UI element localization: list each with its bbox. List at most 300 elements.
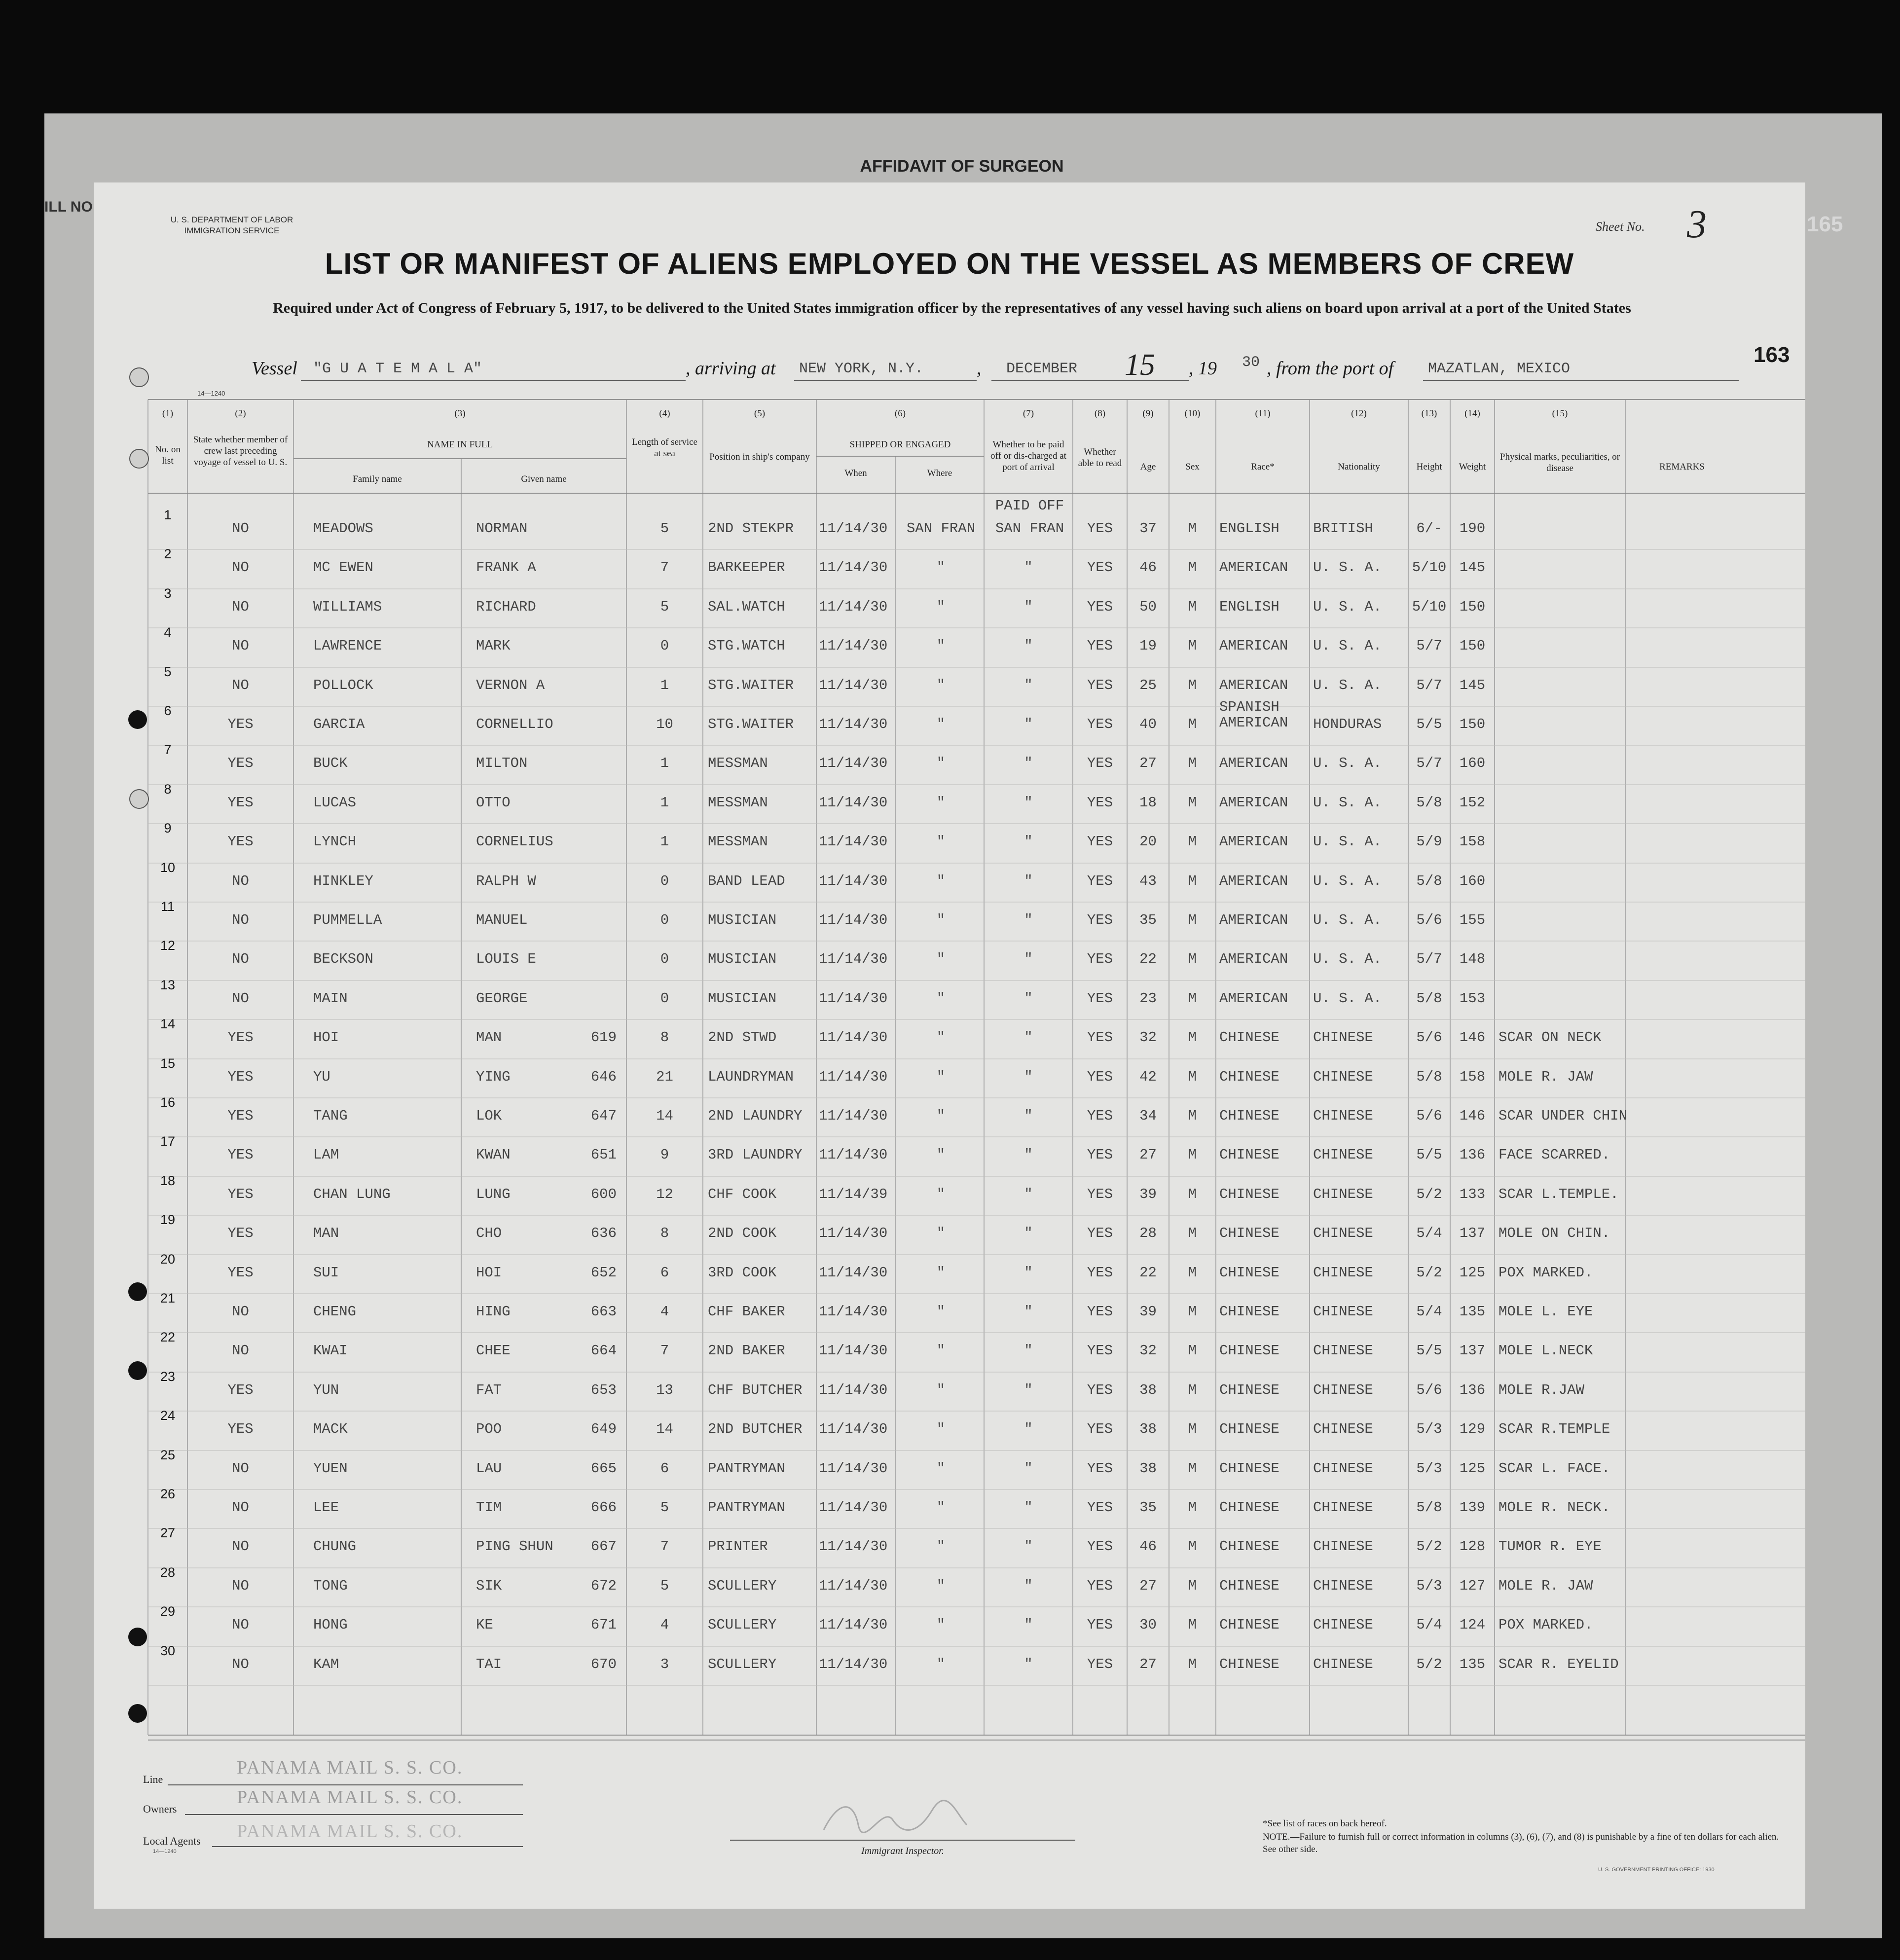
- header-weight: Weight: [1459, 462, 1486, 472]
- from-port-label: , from the port of: [1267, 358, 1394, 379]
- length-of-service: 4: [660, 1304, 669, 1320]
- family-name: CHENG: [313, 1304, 357, 1320]
- sex: M: [1188, 794, 1197, 811]
- weight: 135: [1459, 1656, 1486, 1672]
- able-to-read: YES: [1087, 638, 1113, 654]
- given-name: LAU: [476, 1460, 502, 1477]
- weight: 125: [1459, 1264, 1486, 1281]
- given-name: OTTO: [476, 794, 511, 811]
- sex: M: [1188, 1577, 1197, 1594]
- col-num-3: (3): [454, 408, 466, 419]
- row-number: 13: [160, 977, 176, 992]
- given-name: HING: [476, 1304, 511, 1320]
- height: 5/10: [1412, 598, 1447, 615]
- year-prefix: , 19: [1189, 358, 1217, 379]
- sex: M: [1188, 755, 1197, 772]
- weight: 127: [1459, 1577, 1486, 1594]
- paid-off-at-arrival: ": [1024, 951, 1033, 968]
- given-name: CORNELIUS: [476, 834, 553, 850]
- row-number: 27: [160, 1525, 176, 1541]
- shipped-where: ": [936, 559, 946, 576]
- owners-stamp: PANAMA MAIL S. S. CO.: [237, 1787, 463, 1808]
- header-sex: Sex: [1185, 462, 1200, 472]
- length-of-service: 14: [656, 1108, 673, 1124]
- nationality: CHINESE: [1313, 1421, 1373, 1438]
- table-row: [94, 742, 1805, 784]
- row-number: 19: [160, 1212, 176, 1228]
- arrival-month: DECEMBER: [1006, 361, 1078, 377]
- col-num-7: (7): [1023, 408, 1034, 419]
- age: 38: [1139, 1460, 1157, 1477]
- shipped-where: ": [936, 1304, 946, 1320]
- shipped-when: 11/14/30: [819, 990, 888, 1007]
- shipped-where: ": [936, 834, 946, 850]
- table-row: [94, 498, 1805, 549]
- family-name: SUI: [313, 1264, 339, 1281]
- given-name: FRANK A: [476, 559, 536, 576]
- shipped-when: 11/14/30: [819, 1499, 888, 1516]
- age: 38: [1139, 1421, 1157, 1438]
- penalty-note: NOTE.—Failure to furnish full or correct information in columns (3), (6), (7), and (8) is punishable by a fine of ten dollars for each alien. See other side.: [1263, 1832, 1779, 1854]
- table-row: [94, 1643, 1805, 1685]
- paid-off-at-arrival: ": [1024, 794, 1033, 811]
- height: 5/4: [1416, 1304, 1442, 1320]
- given-name: KE: [476, 1617, 493, 1633]
- age: 27: [1139, 755, 1157, 772]
- given-name: MANUEL: [476, 912, 528, 928]
- family-name: LAM: [313, 1147, 339, 1163]
- length-of-service: 0: [660, 951, 669, 968]
- col-num-12: (12): [1351, 408, 1367, 419]
- paid-off-at-arrival: ": [1024, 1029, 1033, 1046]
- back-page-number: 165: [1807, 212, 1843, 236]
- able-to-read: YES: [1087, 872, 1113, 889]
- header-no-on-list: No. on list: [155, 444, 181, 466]
- member-last-voyage: NO: [232, 1538, 249, 1555]
- able-to-read: YES: [1087, 1577, 1113, 1594]
- given-name: TIM: [476, 1499, 502, 1516]
- table-row: [94, 1525, 1805, 1567]
- shipped-when: 11/14/39: [819, 1186, 888, 1202]
- able-to-read: YES: [1087, 834, 1113, 850]
- height: 5/8: [1416, 872, 1442, 889]
- crew-id: 636: [590, 1225, 617, 1242]
- member-last-voyage: NO: [232, 1343, 249, 1359]
- shipped-when: 11/14/30: [819, 1577, 888, 1594]
- height: 5/6: [1416, 1381, 1442, 1398]
- row-number: 22: [160, 1330, 176, 1345]
- member-last-voyage: YES: [227, 1108, 254, 1124]
- age: 34: [1139, 1108, 1157, 1124]
- age: 20: [1139, 834, 1157, 850]
- given-name: PING SHUN: [476, 1538, 553, 1555]
- given-name: CHO: [476, 1225, 502, 1242]
- member-last-voyage: YES: [227, 1264, 254, 1281]
- height: 5/4: [1416, 1617, 1442, 1633]
- age: 28: [1139, 1225, 1157, 1242]
- col-num-11: (11): [1255, 408, 1271, 419]
- table-row: [94, 977, 1805, 1019]
- sex: M: [1188, 990, 1197, 1007]
- member-last-voyage: NO: [232, 1656, 249, 1672]
- race: CHINESE: [1219, 1225, 1279, 1242]
- position: PANTRYMAN: [708, 1499, 785, 1516]
- length-of-service: 14: [656, 1421, 673, 1438]
- length-of-service: 21: [656, 1068, 673, 1085]
- height: 5/8: [1416, 1499, 1442, 1516]
- member-last-voyage: NO: [232, 1577, 249, 1594]
- weight: 135: [1459, 1304, 1486, 1320]
- given-name: RICHARD: [476, 598, 536, 615]
- position: MUSICIAN: [708, 951, 777, 968]
- shipped-where: ": [936, 990, 946, 1007]
- position: MESSMAN: [708, 794, 768, 811]
- paid-off-at-arrival: ": [1024, 1343, 1033, 1359]
- given-name: SIK: [476, 1577, 502, 1594]
- col-num-1: (1): [162, 408, 174, 419]
- weight: 148: [1459, 951, 1486, 968]
- age: 38: [1139, 1381, 1157, 1398]
- paid-off-at-arrival: ": [1024, 1460, 1033, 1477]
- given-name: MILTON: [476, 755, 528, 772]
- age: 39: [1139, 1304, 1157, 1320]
- crew-id: 664: [590, 1343, 617, 1359]
- paid-off-at-arrival: ": [1024, 834, 1033, 850]
- nationality: BRITISH: [1313, 520, 1373, 537]
- weight: 139: [1459, 1499, 1486, 1516]
- paid-off-at-arrival: ": [1024, 1381, 1033, 1398]
- family-name: YU: [313, 1068, 330, 1085]
- crew-id: 670: [590, 1656, 617, 1672]
- given-name: FAT: [476, 1381, 502, 1398]
- member-last-voyage: NO: [232, 598, 249, 615]
- given-name: POO: [476, 1421, 502, 1438]
- paid-off-at-arrival: ": [1024, 1225, 1033, 1242]
- position: BAND LEAD: [708, 872, 785, 889]
- nationality: CHINESE: [1313, 1577, 1373, 1594]
- age: 27: [1139, 1656, 1157, 1672]
- row-number: 28: [160, 1564, 176, 1580]
- sex: M: [1188, 1499, 1197, 1516]
- inspector-signature: [819, 1795, 977, 1840]
- footer-agents-label: Local Agents: [143, 1835, 201, 1847]
- given-name: CHEE: [476, 1343, 511, 1359]
- length-of-service: 7: [660, 1538, 669, 1555]
- nationality: CHINESE: [1313, 1264, 1373, 1281]
- able-to-read: YES: [1087, 1108, 1113, 1124]
- inspector-signature-line: [730, 1825, 1075, 1841]
- header-name-in-full: NAME IN FULL: [427, 439, 493, 450]
- family-name: MEADOWS: [313, 520, 373, 537]
- sex: M: [1188, 834, 1197, 850]
- back-page-edge-text: ILL NO: [44, 199, 93, 215]
- height: 5/3: [1416, 1577, 1442, 1594]
- nationality: CHINESE: [1313, 1343, 1373, 1359]
- col-num-14: (14): [1464, 408, 1480, 419]
- shipped-where: ": [936, 1617, 946, 1633]
- given-name: CORNELLIO: [476, 716, 553, 732]
- crew-id: 665: [590, 1460, 617, 1477]
- family-name: YUN: [313, 1381, 339, 1398]
- line-stamp: PANAMA MAIL S. S. CO.: [237, 1757, 463, 1778]
- races-note: *See list of races on back hereof.: [1263, 1818, 1387, 1829]
- crew-table-body: [94, 182, 1805, 1741]
- from-port: MAZATLAN, MEXICO: [1428, 361, 1571, 377]
- family-name: CHAN LUNG: [313, 1186, 391, 1202]
- sex: M: [1188, 1617, 1197, 1633]
- physical-marks: SCAR ON NECK: [1498, 1029, 1602, 1046]
- shipped-when: 11/14/30: [819, 520, 888, 537]
- length-of-service: 1: [660, 794, 669, 811]
- weight: 155: [1459, 912, 1486, 928]
- shipped-when: 11/14/30: [819, 716, 888, 732]
- shipped-where: ": [936, 716, 946, 732]
- row-number: 10: [160, 860, 176, 875]
- able-to-read: YES: [1087, 1460, 1113, 1477]
- footer-line-label: Line: [143, 1773, 163, 1785]
- given-name: LOK: [476, 1108, 502, 1124]
- family-name: TANG: [313, 1108, 348, 1124]
- col-num-6: (6): [894, 408, 906, 419]
- height: 5/8: [1416, 794, 1442, 811]
- family-name: BUCK: [313, 755, 348, 772]
- race: AMERICAN: [1219, 990, 1288, 1007]
- weight: 136: [1459, 1147, 1486, 1163]
- able-to-read: YES: [1087, 1186, 1113, 1202]
- length-of-service: 13: [656, 1381, 673, 1398]
- race: CHINESE: [1219, 1264, 1279, 1281]
- given-name: RALPH W: [476, 872, 536, 889]
- age: 50: [1139, 598, 1157, 615]
- given-name: MARK: [476, 638, 511, 654]
- given-name: LOUIS E: [476, 951, 536, 968]
- paid-off-at-arrival: ": [1024, 1264, 1033, 1281]
- arriving-label: , arriving at: [686, 358, 776, 379]
- paid-off-at-arrival: ": [1024, 1068, 1033, 1085]
- shipped-where: ": [936, 1421, 946, 1438]
- col-num-15: (15): [1552, 408, 1568, 419]
- row-number: 9: [164, 821, 172, 836]
- shipped-when: 11/14/30: [819, 1381, 888, 1398]
- weight: 145: [1459, 677, 1486, 693]
- row-number: 5: [164, 664, 172, 679]
- shipped-where: ": [936, 1577, 946, 1594]
- year-suffix: 30: [1242, 354, 1260, 371]
- shipped-where: ": [936, 1225, 946, 1242]
- header-remarks: REMARKS: [1659, 462, 1705, 472]
- table-row: [94, 781, 1805, 824]
- race: AMERICAN: [1219, 755, 1288, 772]
- member-last-voyage: NO: [232, 872, 249, 889]
- shipped-where: ": [936, 1108, 946, 1124]
- table-row: [94, 1604, 1805, 1646]
- shipped-where: ": [936, 1499, 946, 1516]
- able-to-read: YES: [1087, 794, 1113, 811]
- shipped-where: ": [936, 951, 946, 968]
- given-name: LUNG: [476, 1186, 511, 1202]
- nationality: CHINESE: [1313, 1617, 1373, 1633]
- sex: M: [1188, 1108, 1197, 1124]
- shipped-where: ": [936, 1381, 946, 1398]
- physical-marks: MOLE R. NECK.: [1498, 1499, 1610, 1516]
- able-to-read: YES: [1087, 1421, 1113, 1438]
- shipped-where: ": [936, 1343, 946, 1359]
- nationality: U. S. A.: [1313, 912, 1382, 928]
- header-position: Position in ship's company: [709, 452, 810, 462]
- crew-id: 667: [590, 1538, 617, 1555]
- shipped-where: ": [936, 1068, 946, 1085]
- given-name: NORMAN: [476, 520, 528, 537]
- paid-off-at-arrival: ": [1024, 1617, 1033, 1633]
- sex: M: [1188, 559, 1197, 576]
- nationality: HONDURAS: [1313, 716, 1382, 732]
- sex: M: [1188, 1421, 1197, 1438]
- shipped-when: 11/14/30: [819, 1304, 888, 1320]
- family-name: POLLOCK: [313, 677, 373, 693]
- shipped-where: ": [936, 1538, 946, 1555]
- physical-marks: MOLE L. EYE: [1498, 1304, 1593, 1320]
- age: 37: [1139, 520, 1157, 537]
- length-of-service: 8: [660, 1029, 669, 1046]
- able-to-read: YES: [1087, 559, 1113, 576]
- length-of-service: 1: [660, 755, 669, 772]
- able-to-read: YES: [1087, 520, 1113, 537]
- shipped-when: 11/14/30: [819, 1617, 888, 1633]
- length-of-service: 5: [660, 1499, 669, 1516]
- vessel-label: Vessel: [252, 358, 297, 379]
- position: STG.WAITER: [708, 677, 794, 693]
- paid-off-at-arrival: ": [1024, 1499, 1033, 1516]
- table-row: [94, 1291, 1805, 1333]
- position: 3RD LAUNDRY: [708, 1147, 803, 1163]
- age: 32: [1139, 1029, 1157, 1046]
- race: CHINESE: [1219, 1617, 1279, 1633]
- position: 3RD COOK: [708, 1264, 777, 1281]
- crew-id: 647: [590, 1108, 617, 1124]
- sex: M: [1188, 1029, 1197, 1046]
- able-to-read: YES: [1087, 1264, 1113, 1281]
- nationality: U. S. A.: [1313, 755, 1382, 772]
- shipped-when: 11/14/30: [819, 755, 888, 772]
- punch-hole: [128, 1282, 147, 1301]
- nationality: U. S. A.: [1313, 834, 1382, 850]
- given-name: VERNON A: [476, 677, 545, 693]
- weight: 190: [1459, 520, 1486, 537]
- shipped-when: 11/14/30: [819, 559, 888, 576]
- shipped-when: 11/14/30: [819, 1264, 888, 1281]
- header-physical-marks: Physical marks, peculiarities, or disease: [1499, 452, 1620, 473]
- punch-hole: [128, 710, 147, 729]
- row-number: 30: [160, 1643, 176, 1658]
- sex: M: [1188, 872, 1197, 889]
- table-row: [94, 1369, 1805, 1411]
- height: 5/8: [1416, 1068, 1442, 1085]
- length-of-service: 5: [660, 520, 669, 537]
- age: 39: [1139, 1186, 1157, 1202]
- physical-marks: MOLE ON CHIN.: [1498, 1225, 1610, 1242]
- age: 27: [1139, 1577, 1157, 1594]
- table-row: [94, 1095, 1805, 1137]
- shipped-where: ": [936, 912, 946, 928]
- family-name: MC EWEN: [313, 559, 373, 576]
- family-name: MAIN: [313, 990, 348, 1007]
- age: 30: [1139, 1617, 1157, 1633]
- table-row: [94, 1173, 1805, 1215]
- weight: 158: [1459, 834, 1486, 850]
- punch-hole: [129, 789, 149, 809]
- able-to-read: YES: [1087, 755, 1113, 772]
- row-number: 12: [160, 938, 176, 953]
- shipped-when: 11/14/30: [819, 951, 888, 968]
- height: 5/6: [1416, 912, 1442, 928]
- race: AMERICAN: [1219, 912, 1288, 928]
- header-family-name: Family name: [353, 474, 402, 484]
- paid-off-at-arrival: ": [1024, 716, 1033, 732]
- shipped-where: ": [936, 1147, 946, 1163]
- age: 27: [1139, 1147, 1157, 1163]
- position: STG.WAITER: [708, 716, 794, 732]
- footer-form-code: 14—1240: [153, 1849, 177, 1854]
- member-last-voyage: YES: [227, 1068, 254, 1085]
- race: SPANISH AMERICAN: [1219, 699, 1288, 731]
- row-number: 24: [160, 1408, 176, 1423]
- row-number: 14: [160, 1016, 176, 1032]
- age: 19: [1139, 638, 1157, 654]
- header-length-service: Length of service at sea: [632, 437, 697, 459]
- height: 5/8: [1416, 990, 1442, 1007]
- punch-hole: [128, 1628, 147, 1646]
- able-to-read: YES: [1087, 716, 1113, 732]
- able-to-read: YES: [1087, 1225, 1113, 1242]
- family-name: MACK: [313, 1421, 348, 1438]
- col-num-9: (9): [1142, 408, 1154, 419]
- table-row: [94, 1212, 1805, 1254]
- race: CHINESE: [1219, 1029, 1279, 1046]
- shipped-when: 11/14/30: [819, 1068, 888, 1085]
- position: BARKEEPER: [708, 559, 785, 576]
- able-to-read: YES: [1087, 1656, 1113, 1672]
- arrival-day: 15: [1125, 348, 1155, 382]
- height: 5/5: [1416, 1147, 1442, 1163]
- shipped-when: 11/14/30: [819, 1029, 888, 1046]
- race: CHINESE: [1219, 1108, 1279, 1124]
- header-nationality: Nationality: [1338, 462, 1380, 472]
- height: 5/10: [1412, 559, 1447, 576]
- nationality: CHINESE: [1313, 1656, 1373, 1672]
- member-last-voyage: YES: [227, 755, 254, 772]
- agents-stamp: PANAMA MAIL S. S. CO.: [237, 1821, 463, 1842]
- shipped-when: 11/14/30: [819, 834, 888, 850]
- height: 5/2: [1416, 1264, 1442, 1281]
- sex: M: [1188, 1147, 1197, 1163]
- physical-marks: MOLE L.NECK: [1498, 1343, 1593, 1359]
- header-shipped-engaged: SHIPPED OR ENGAGED: [849, 439, 951, 450]
- nationality: U. S. A.: [1313, 794, 1382, 811]
- able-to-read: YES: [1087, 1343, 1113, 1359]
- physical-marks: MOLE R. JAW: [1498, 1068, 1593, 1085]
- shipped-when: 11/14/30: [819, 1108, 888, 1124]
- weight: 158: [1459, 1068, 1486, 1085]
- table-row: [94, 546, 1805, 588]
- sex: M: [1188, 677, 1197, 693]
- physical-marks: POX MARKED.: [1498, 1617, 1593, 1633]
- member-last-voyage: NO: [232, 1617, 249, 1633]
- nationality: CHINESE: [1313, 1304, 1373, 1320]
- member-last-voyage: YES: [227, 834, 254, 850]
- sex: M: [1188, 1225, 1197, 1242]
- table-row: [94, 699, 1805, 745]
- position: SCULLERY: [708, 1577, 777, 1594]
